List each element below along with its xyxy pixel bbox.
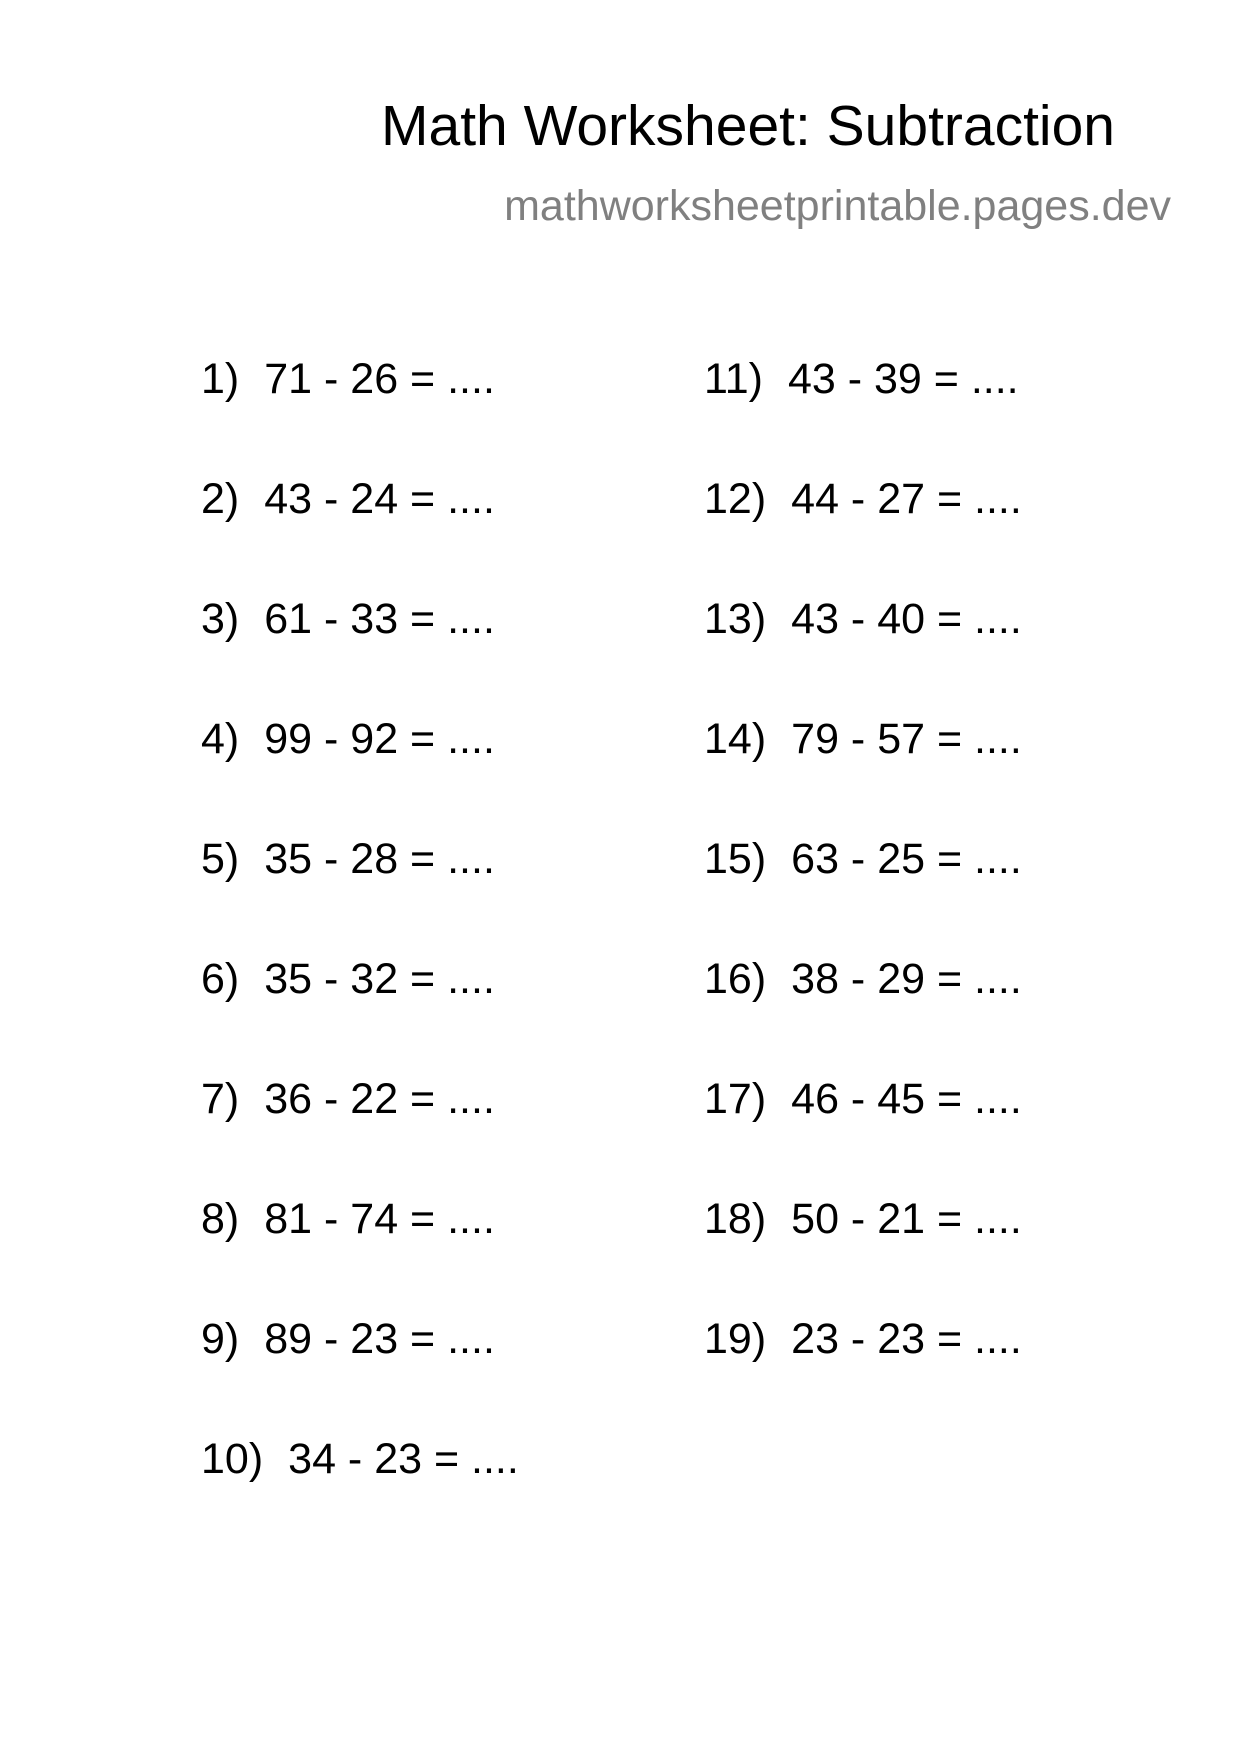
problem-11 (704, 355, 1019, 403)
problem-number: 11) (704, 355, 763, 403)
problem-expression: 35 - 32 = .... (264, 955, 495, 1003)
problem-14 (704, 715, 1022, 763)
problem-2 (201, 475, 495, 523)
problem-number: 14) (704, 715, 767, 763)
problem-expression: 63 - 25 = .... (791, 835, 1022, 883)
problem-10 (201, 1435, 519, 1483)
problem-1 (201, 355, 495, 403)
problem-number: 19) (704, 1315, 767, 1363)
problem-expression: 43 - 24 = .... (264, 475, 495, 523)
problem-expression: 23 - 23 = .... (791, 1315, 1022, 1363)
problem-expression: 50 - 21 = .... (791, 1195, 1022, 1243)
problem-18 (704, 1195, 1022, 1243)
problem-number: 3) (201, 595, 240, 643)
problem-9 (201, 1315, 495, 1363)
problem-number: 10) (201, 1435, 264, 1483)
problem-number: 8) (201, 1195, 240, 1243)
problem-3 (201, 595, 495, 643)
problem-8 (201, 1195, 495, 1243)
problem-expression: 35 - 28 = .... (264, 835, 495, 883)
problem-6 (201, 955, 495, 1003)
problem-expression: 38 - 29 = .... (791, 955, 1022, 1003)
problem-17 (704, 1075, 1022, 1123)
problem-number: 9) (201, 1315, 240, 1363)
website-label: mathworksheetprintable.pages.dev (504, 182, 1171, 230)
problem-number: 5) (201, 835, 240, 883)
problem-number: 16) (704, 955, 767, 1003)
problem-expression: 99 - 92 = .... (264, 715, 495, 763)
problem-expression: 89 - 23 = .... (264, 1315, 495, 1363)
problem-5 (201, 835, 495, 883)
problem-expression: 61 - 33 = .... (264, 595, 495, 643)
problem-expression: 79 - 57 = .... (791, 715, 1022, 763)
problem-number: 7) (201, 1075, 240, 1123)
problem-number: 4) (201, 715, 240, 763)
problem-19 (704, 1315, 1022, 1363)
problem-number: 13) (704, 595, 767, 643)
problem-expression: 71 - 26 = .... (264, 355, 495, 403)
problem-number: 12) (704, 475, 767, 523)
problem-15 (704, 835, 1022, 883)
problem-7 (201, 1075, 495, 1123)
problem-expression: 46 - 45 = .... (791, 1075, 1022, 1123)
problem-number: 6) (201, 955, 240, 1003)
problem-number: 17) (704, 1075, 767, 1123)
problem-4 (201, 715, 495, 763)
problem-number: 2) (201, 475, 240, 523)
problem-12 (704, 475, 1022, 523)
problem-expression: 43 - 39 = .... (787, 355, 1019, 403)
problem-expression: 34 - 23 = .... (288, 1435, 519, 1483)
problem-13 (704, 595, 1022, 643)
problem-expression: 36 - 22 = .... (264, 1075, 495, 1123)
problem-expression: 81 - 74 = .... (264, 1195, 495, 1243)
problem-number: 18) (704, 1195, 767, 1243)
problem-16 (704, 955, 1022, 1003)
problem-expression: 43 - 40 = .... (791, 595, 1022, 643)
problem-number: 15) (704, 835, 767, 883)
worksheet-title: Math Worksheet: Subtraction (381, 94, 1115, 158)
problem-expression: 44 - 27 = .... (791, 475, 1022, 523)
problem-number: 1) (201, 355, 240, 403)
